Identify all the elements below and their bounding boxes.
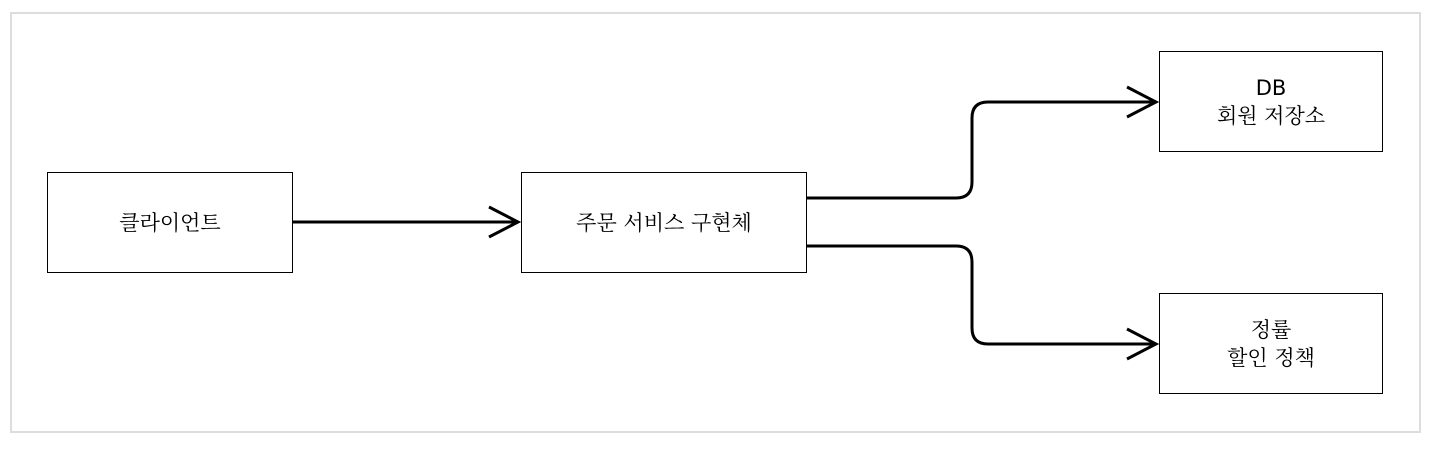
member-db-label-line2: 회원 저장소 xyxy=(1216,103,1326,128)
edge-order-service-to-discount-policy xyxy=(807,246,1156,359)
member-db-label-line1: DB xyxy=(1255,75,1287,100)
discount-policy-label-line1: 정률 xyxy=(1250,317,1292,342)
member-db-box xyxy=(1159,51,1383,152)
order-service-box xyxy=(521,172,807,273)
edge-order-service-to-member-db xyxy=(807,87,1156,198)
client-box xyxy=(47,172,293,273)
client-label: 클라이언트 xyxy=(119,210,221,235)
order-service-label: 주문 서비스 구현체 xyxy=(576,210,752,235)
discount-policy-box xyxy=(1159,293,1383,394)
discount-policy-label-line2: 할인 정책 xyxy=(1227,345,1315,370)
edge-client-to-order-service xyxy=(293,207,518,237)
